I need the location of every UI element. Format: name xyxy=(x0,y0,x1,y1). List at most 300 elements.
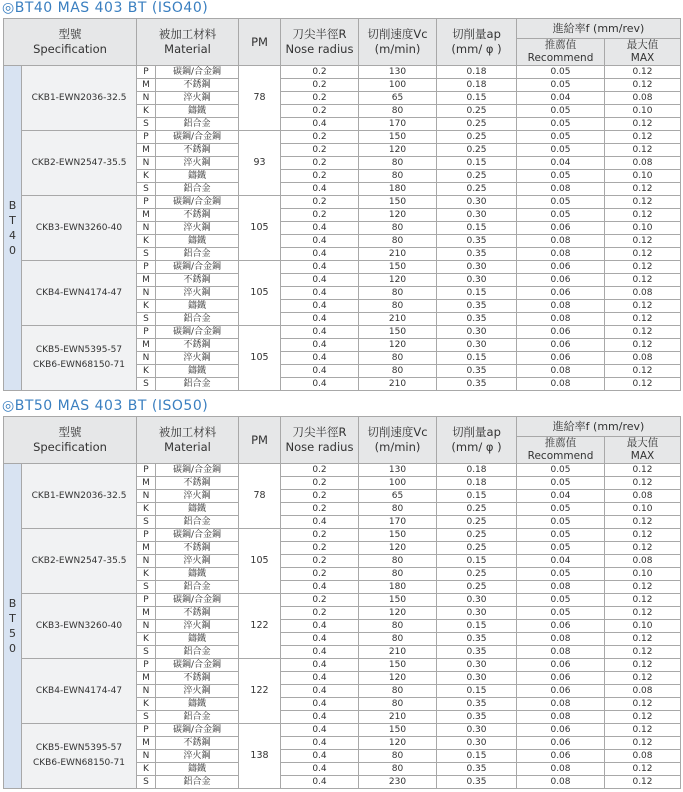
material-name: 不銹鋼 xyxy=(156,672,239,685)
pm-label: PM xyxy=(251,432,268,447)
feed-max: 0.12 xyxy=(605,607,681,620)
cutting-depth: 0.30 xyxy=(437,261,517,274)
feed-max: 0.12 xyxy=(605,646,681,659)
material-code: M xyxy=(137,274,156,287)
recommend-label-en: Recommend xyxy=(527,450,594,462)
feed-recommend: 0.05 xyxy=(517,209,605,222)
feed-max: 0.12 xyxy=(605,763,681,776)
cutting-table-bt40 xyxy=(3,18,681,391)
feed-max: 0.10 xyxy=(605,105,681,118)
feed-recommend: 0.05 xyxy=(517,503,605,516)
pm-value: 138 xyxy=(239,724,281,789)
feed-max: 0.12 xyxy=(605,313,681,326)
material-name: 鑄鐵 xyxy=(156,698,239,711)
nose-radius: 0.2 xyxy=(281,196,359,209)
nose-radius: 0.2 xyxy=(281,92,359,105)
spec-cell xyxy=(22,529,137,594)
material-code: S xyxy=(137,183,156,196)
feed-recommend: 0.08 xyxy=(517,633,605,646)
feed-max: 0.08 xyxy=(605,685,681,698)
cutting-speed: 100 xyxy=(359,79,437,92)
material-code: P xyxy=(137,529,156,542)
section-title-bt50: ◎BT50 MAS 403 BT (ISO50) xyxy=(2,398,209,414)
nose-radius: 0.4 xyxy=(281,633,359,646)
series-char: T xyxy=(9,214,16,227)
material-name: 不銹鋼 xyxy=(156,737,239,750)
feed-recommend: 0.08 xyxy=(517,235,605,248)
feed-max: 0.12 xyxy=(605,378,681,391)
cutting-speed: 210 xyxy=(359,711,437,724)
spec-cell xyxy=(22,724,137,789)
speed-label-zh: 切削速度Vc xyxy=(367,425,428,439)
cutting-depth: 0.35 xyxy=(437,763,517,776)
nose-radius: 0.2 xyxy=(281,144,359,157)
table-row xyxy=(4,326,681,339)
nose-radius: 0.2 xyxy=(281,79,359,92)
material-name: 鋁合金 xyxy=(156,646,239,659)
feed-max: 0.12 xyxy=(605,594,681,607)
nose-radius: 0.4 xyxy=(281,711,359,724)
header-material xyxy=(137,19,239,66)
cutting-depth: 0.25 xyxy=(437,581,517,594)
feed-max: 0.12 xyxy=(605,248,681,261)
series-label xyxy=(4,464,22,789)
feed-recommend: 0.08 xyxy=(517,646,605,659)
material-code: N xyxy=(137,92,156,105)
header-cutting-depth xyxy=(437,417,517,464)
nose-radius: 0.4 xyxy=(281,646,359,659)
cutting-speed: 120 xyxy=(359,339,437,352)
cutting-depth: 0.25 xyxy=(437,118,517,131)
material-label-en: Material xyxy=(164,42,211,56)
material-code: S xyxy=(137,646,156,659)
material-label-zh: 被加工材料 xyxy=(158,27,217,41)
feed-recommend: 0.06 xyxy=(517,750,605,763)
cutting-speed: 80 xyxy=(359,352,437,365)
material-code: K xyxy=(137,105,156,118)
spec-cell xyxy=(22,464,137,529)
table-row xyxy=(4,66,681,79)
cutting-depth: 0.30 xyxy=(437,737,517,750)
material-name: 碳鋼/合金鋼 xyxy=(156,529,239,542)
material-name: 淬火鋼 xyxy=(156,685,239,698)
cutting-depth: 0.30 xyxy=(437,326,517,339)
cutting-depth: 0.35 xyxy=(437,378,517,391)
material-name: 鋁合金 xyxy=(156,776,239,789)
cutting-depth: 0.15 xyxy=(437,555,517,568)
nose-radius: 0.4 xyxy=(281,261,359,274)
header-cutting-speed xyxy=(359,19,437,66)
cutting-speed: 120 xyxy=(359,672,437,685)
cutting-depth: 0.35 xyxy=(437,776,517,789)
cutting-speed: 150 xyxy=(359,659,437,672)
table-row xyxy=(4,261,681,274)
spec-model: CKB5-EWN5395-57 xyxy=(35,345,123,355)
feed-max: 0.12 xyxy=(605,339,681,352)
series-char: T xyxy=(9,612,16,625)
series-char: 0 xyxy=(9,244,16,257)
nose-radius: 0.4 xyxy=(281,313,359,326)
cutting-speed: 210 xyxy=(359,248,437,261)
spec-model: CKB4-EWN4174-47 xyxy=(35,685,123,696)
cutting-speed: 80 xyxy=(359,763,437,776)
feed-recommend: 0.08 xyxy=(517,365,605,378)
header-feed-rate xyxy=(517,417,681,437)
material-code: S xyxy=(137,581,156,594)
nose-radius: 0.2 xyxy=(281,131,359,144)
material-code: P xyxy=(137,464,156,477)
pm-value: 122 xyxy=(239,659,281,724)
material-name: 鑄鐵 xyxy=(156,763,239,776)
feed-recommend: 0.05 xyxy=(517,542,605,555)
nose-radius: 0.2 xyxy=(281,555,359,568)
material-name: 鑄鐵 xyxy=(156,365,239,378)
material-code: M xyxy=(137,737,156,750)
feed-max: 0.12 xyxy=(605,235,681,248)
feed-max: 0.12 xyxy=(605,698,681,711)
cutting-speed: 80 xyxy=(359,633,437,646)
nose-label-en: Nose radius xyxy=(285,42,354,56)
header-spec xyxy=(4,19,137,66)
feed-max: 0.12 xyxy=(605,477,681,490)
material-code: M xyxy=(137,339,156,352)
feed-max: 0.08 xyxy=(605,157,681,170)
cutting-speed: 80 xyxy=(359,287,437,300)
feed-max: 0.12 xyxy=(605,261,681,274)
series-char: 0 xyxy=(9,642,16,655)
feed-recommend: 0.08 xyxy=(517,581,605,594)
pm-value: 105 xyxy=(239,326,281,391)
table-row xyxy=(4,131,681,144)
feed-recommend: 0.05 xyxy=(517,607,605,620)
feed-max: 0.08 xyxy=(605,555,681,568)
cutting-speed: 100 xyxy=(359,477,437,490)
feed-recommend: 0.06 xyxy=(517,326,605,339)
series-char: 5 xyxy=(9,627,16,640)
spec-model: CKB3-EWN3260-40 xyxy=(35,222,123,233)
nose-label-zh: 刀尖半徑R xyxy=(292,27,347,41)
material-name: 不銹鋼 xyxy=(156,144,239,157)
spec-label-en: Specification xyxy=(33,440,107,454)
header-material xyxy=(137,417,239,464)
feed-max: 0.10 xyxy=(605,620,681,633)
cutting-table-bt50 xyxy=(3,416,681,789)
feed-recommend: 0.05 xyxy=(517,464,605,477)
feed-recommend: 0.05 xyxy=(517,568,605,581)
cutting-depth: 0.30 xyxy=(437,274,517,287)
cutting-speed: 230 xyxy=(359,776,437,789)
material-code: P xyxy=(137,326,156,339)
cutting-speed: 80 xyxy=(359,222,437,235)
nose-radius: 0.4 xyxy=(281,300,359,313)
feed-max: 0.12 xyxy=(605,209,681,222)
feed-recommend: 0.06 xyxy=(517,261,605,274)
feed-recommend: 0.04 xyxy=(517,157,605,170)
nose-label-en: Nose radius xyxy=(285,440,354,454)
feed-max: 0.12 xyxy=(605,326,681,339)
feed-recommend: 0.08 xyxy=(517,300,605,313)
nose-radius: 0.2 xyxy=(281,607,359,620)
spec-label-en: Specification xyxy=(33,42,107,56)
material-code: N xyxy=(137,490,156,503)
material-name: 鑄鐵 xyxy=(156,235,239,248)
material-name: 不銹鋼 xyxy=(156,542,239,555)
pm-label: PM xyxy=(251,34,268,49)
depth-unit: (mm/ φ ) xyxy=(451,440,502,454)
nose-radius: 0.2 xyxy=(281,464,359,477)
cutting-speed: 180 xyxy=(359,183,437,196)
feed-recommend: 0.08 xyxy=(517,711,605,724)
material-code: P xyxy=(137,196,156,209)
spec-cell xyxy=(22,594,137,659)
feed-recommend: 0.08 xyxy=(517,313,605,326)
cutting-speed: 80 xyxy=(359,105,437,118)
material-name: 鋁合金 xyxy=(156,313,239,326)
cutting-speed: 80 xyxy=(359,300,437,313)
cutting-depth: 0.25 xyxy=(437,542,517,555)
cutting-depth: 0.15 xyxy=(437,92,517,105)
material-code: N xyxy=(137,620,156,633)
cutting-depth: 0.35 xyxy=(437,646,517,659)
feed-max: 0.12 xyxy=(605,118,681,131)
material-code: K xyxy=(137,235,156,248)
cutting-speed: 120 xyxy=(359,209,437,222)
feed-max: 0.08 xyxy=(605,750,681,763)
cutting-speed: 120 xyxy=(359,542,437,555)
feed-max: 0.12 xyxy=(605,659,681,672)
depth-unit: (mm/ φ ) xyxy=(451,42,502,56)
cutting-depth: 0.18 xyxy=(437,477,517,490)
feed-max: 0.08 xyxy=(605,490,681,503)
feed-recommend: 0.06 xyxy=(517,737,605,750)
material-code: M xyxy=(137,79,156,92)
material-code: S xyxy=(137,313,156,326)
spec-model: CKB2-EWN2547-35.5 xyxy=(31,157,127,168)
feed-max: 0.10 xyxy=(605,170,681,183)
material-code: N xyxy=(137,555,156,568)
header-pm xyxy=(239,417,281,464)
material-code: M xyxy=(137,144,156,157)
feed-recommend: 0.06 xyxy=(517,672,605,685)
material-code: P xyxy=(137,131,156,144)
nose-radius: 0.2 xyxy=(281,568,359,581)
header-max xyxy=(605,437,681,464)
material-code: K xyxy=(137,633,156,646)
spec-model: CKB1-EWN2036-32.5 xyxy=(31,92,127,103)
cutting-depth: 0.35 xyxy=(437,313,517,326)
nose-radius: 0.4 xyxy=(281,118,359,131)
feed-max: 0.12 xyxy=(605,79,681,92)
cutting-speed: 150 xyxy=(359,131,437,144)
feed-max: 0.12 xyxy=(605,542,681,555)
feed-recommend: 0.06 xyxy=(517,352,605,365)
depth-label-zh: 切削量ap xyxy=(452,425,501,439)
material-name: 碳鋼/合金鋼 xyxy=(156,66,239,79)
material-name: 鋁合金 xyxy=(156,516,239,529)
material-code: P xyxy=(137,261,156,274)
feed-recommend: 0.08 xyxy=(517,776,605,789)
material-name: 鑄鐵 xyxy=(156,503,239,516)
material-code: P xyxy=(137,659,156,672)
material-label-en: Material xyxy=(164,440,211,454)
cutting-speed: 210 xyxy=(359,646,437,659)
cutting-speed: 150 xyxy=(359,326,437,339)
cutting-depth: 0.25 xyxy=(437,131,517,144)
feed-recommend: 0.05 xyxy=(517,105,605,118)
material-name: 碳鋼/合金鋼 xyxy=(156,196,239,209)
nose-radius: 0.4 xyxy=(281,274,359,287)
table-header xyxy=(4,417,681,464)
table-body xyxy=(4,464,681,789)
speed-unit: (m/min) xyxy=(374,42,421,56)
recommend-label-zh: 推薦值 xyxy=(544,39,577,51)
cutting-speed: 210 xyxy=(359,313,437,326)
feed-recommend: 0.05 xyxy=(517,529,605,542)
cutting-depth: 0.35 xyxy=(437,698,517,711)
nose-radius: 0.2 xyxy=(281,170,359,183)
cutting-depth: 0.35 xyxy=(437,633,517,646)
material-code: S xyxy=(137,378,156,391)
material-label-zh: 被加工材料 xyxy=(158,425,217,439)
header-recommend xyxy=(517,437,605,464)
material-name: 碳鋼/合金鋼 xyxy=(156,261,239,274)
material-name: 鑄鐵 xyxy=(156,633,239,646)
feed-recommend: 0.04 xyxy=(517,490,605,503)
nose-radius: 0.4 xyxy=(281,222,359,235)
cutting-speed: 210 xyxy=(359,378,437,391)
material-code: S xyxy=(137,248,156,261)
material-name: 不銹鋼 xyxy=(156,477,239,490)
table-body xyxy=(4,66,681,391)
cutting-depth: 0.25 xyxy=(437,529,517,542)
feed-recommend: 0.08 xyxy=(517,183,605,196)
cutting-speed: 80 xyxy=(359,620,437,633)
feed-max: 0.12 xyxy=(605,144,681,157)
material-name: 鋁合金 xyxy=(156,248,239,261)
cutting-depth: 0.30 xyxy=(437,672,517,685)
material-code: M xyxy=(137,542,156,555)
feed-recommend: 0.06 xyxy=(517,659,605,672)
material-code: K xyxy=(137,503,156,516)
material-code: S xyxy=(137,711,156,724)
feed-recommend: 0.05 xyxy=(517,516,605,529)
cutting-depth: 0.35 xyxy=(437,711,517,724)
cutting-speed: 120 xyxy=(359,607,437,620)
nose-radius: 0.4 xyxy=(281,516,359,529)
feed-recommend: 0.08 xyxy=(517,248,605,261)
feed-recommend: 0.04 xyxy=(517,555,605,568)
material-name: 鑄鐵 xyxy=(156,170,239,183)
cutting-depth: 0.25 xyxy=(437,516,517,529)
cutting-speed: 80 xyxy=(359,503,437,516)
nose-radius: 0.4 xyxy=(281,326,359,339)
spec-cell xyxy=(22,196,137,261)
nose-label-zh: 刀尖半徑R xyxy=(292,425,347,439)
feed-recommend: 0.06 xyxy=(517,222,605,235)
cutting-speed: 150 xyxy=(359,196,437,209)
cutting-depth: 0.18 xyxy=(437,66,517,79)
speed-label-zh: 切削速度Vc xyxy=(367,27,428,41)
nose-radius: 0.2 xyxy=(281,477,359,490)
cutting-speed: 80 xyxy=(359,685,437,698)
cutting-depth: 0.15 xyxy=(437,157,517,170)
spec-label-zh: 型號 xyxy=(58,27,82,41)
spec-model: CKB1-EWN2036-32.5 xyxy=(31,490,127,501)
material-name: 鑄鐵 xyxy=(156,105,239,118)
material-name: 鋁合金 xyxy=(156,118,239,131)
cutting-depth: 0.15 xyxy=(437,222,517,235)
material-name: 不銹鋼 xyxy=(156,339,239,352)
material-name: 淬火鋼 xyxy=(156,92,239,105)
feed-max: 0.12 xyxy=(605,737,681,750)
material-name: 鋁合金 xyxy=(156,711,239,724)
table-row xyxy=(4,659,681,672)
cutting-depth: 0.15 xyxy=(437,620,517,633)
spec-cell xyxy=(22,131,137,196)
feed-recommend: 0.05 xyxy=(517,118,605,131)
material-name: 不銹鋼 xyxy=(156,209,239,222)
nose-radius: 0.2 xyxy=(281,157,359,170)
cutting-speed: 130 xyxy=(359,66,437,79)
table-row xyxy=(4,529,681,542)
pm-value: 78 xyxy=(239,66,281,131)
material-code: S xyxy=(137,118,156,131)
material-name: 碳鋼/合金鋼 xyxy=(156,594,239,607)
cutting-depth: 0.15 xyxy=(437,750,517,763)
nose-radius: 0.4 xyxy=(281,287,359,300)
feed-max: 0.12 xyxy=(605,183,681,196)
feed-max: 0.12 xyxy=(605,196,681,209)
spec-model: CKB6-EWN68150-71 xyxy=(33,360,125,370)
material-name: 淬火鋼 xyxy=(156,555,239,568)
feed-max: 0.12 xyxy=(605,66,681,79)
cutting-speed: 120 xyxy=(359,737,437,750)
material-name: 碳鋼/合金鋼 xyxy=(156,326,239,339)
feed-max: 0.10 xyxy=(605,222,681,235)
feed-max: 0.10 xyxy=(605,568,681,581)
material-code: K xyxy=(137,698,156,711)
header-cutting-depth xyxy=(437,19,517,66)
cutting-depth: 0.30 xyxy=(437,209,517,222)
material-code: P xyxy=(137,724,156,737)
material-code: K xyxy=(137,365,156,378)
material-name: 淬火鋼 xyxy=(156,750,239,763)
header-cutting-speed xyxy=(359,417,437,464)
material-name: 淬火鋼 xyxy=(156,287,239,300)
feed-max: 0.12 xyxy=(605,776,681,789)
material-code: K xyxy=(137,170,156,183)
cutting-speed: 65 xyxy=(359,92,437,105)
feed-max: 0.12 xyxy=(605,464,681,477)
feed-recommend: 0.08 xyxy=(517,378,605,391)
nose-radius: 0.4 xyxy=(281,248,359,261)
max-label-zh: 最大值 xyxy=(626,39,659,51)
material-name: 淬火鋼 xyxy=(156,222,239,235)
cutting-depth: 0.15 xyxy=(437,287,517,300)
cutting-speed: 170 xyxy=(359,118,437,131)
max-label-zh: 最大值 xyxy=(626,437,659,449)
cutting-speed: 170 xyxy=(359,516,437,529)
cutting-speed: 80 xyxy=(359,698,437,711)
recommend-label-en: Recommend xyxy=(527,52,594,64)
material-name: 碳鋼/合金鋼 xyxy=(156,724,239,737)
material-code: N xyxy=(137,157,156,170)
cutting-speed: 150 xyxy=(359,724,437,737)
header-max xyxy=(605,39,681,66)
header-nose-radius xyxy=(281,417,359,464)
cutting-speed: 65 xyxy=(359,490,437,503)
material-code: N xyxy=(137,750,156,763)
